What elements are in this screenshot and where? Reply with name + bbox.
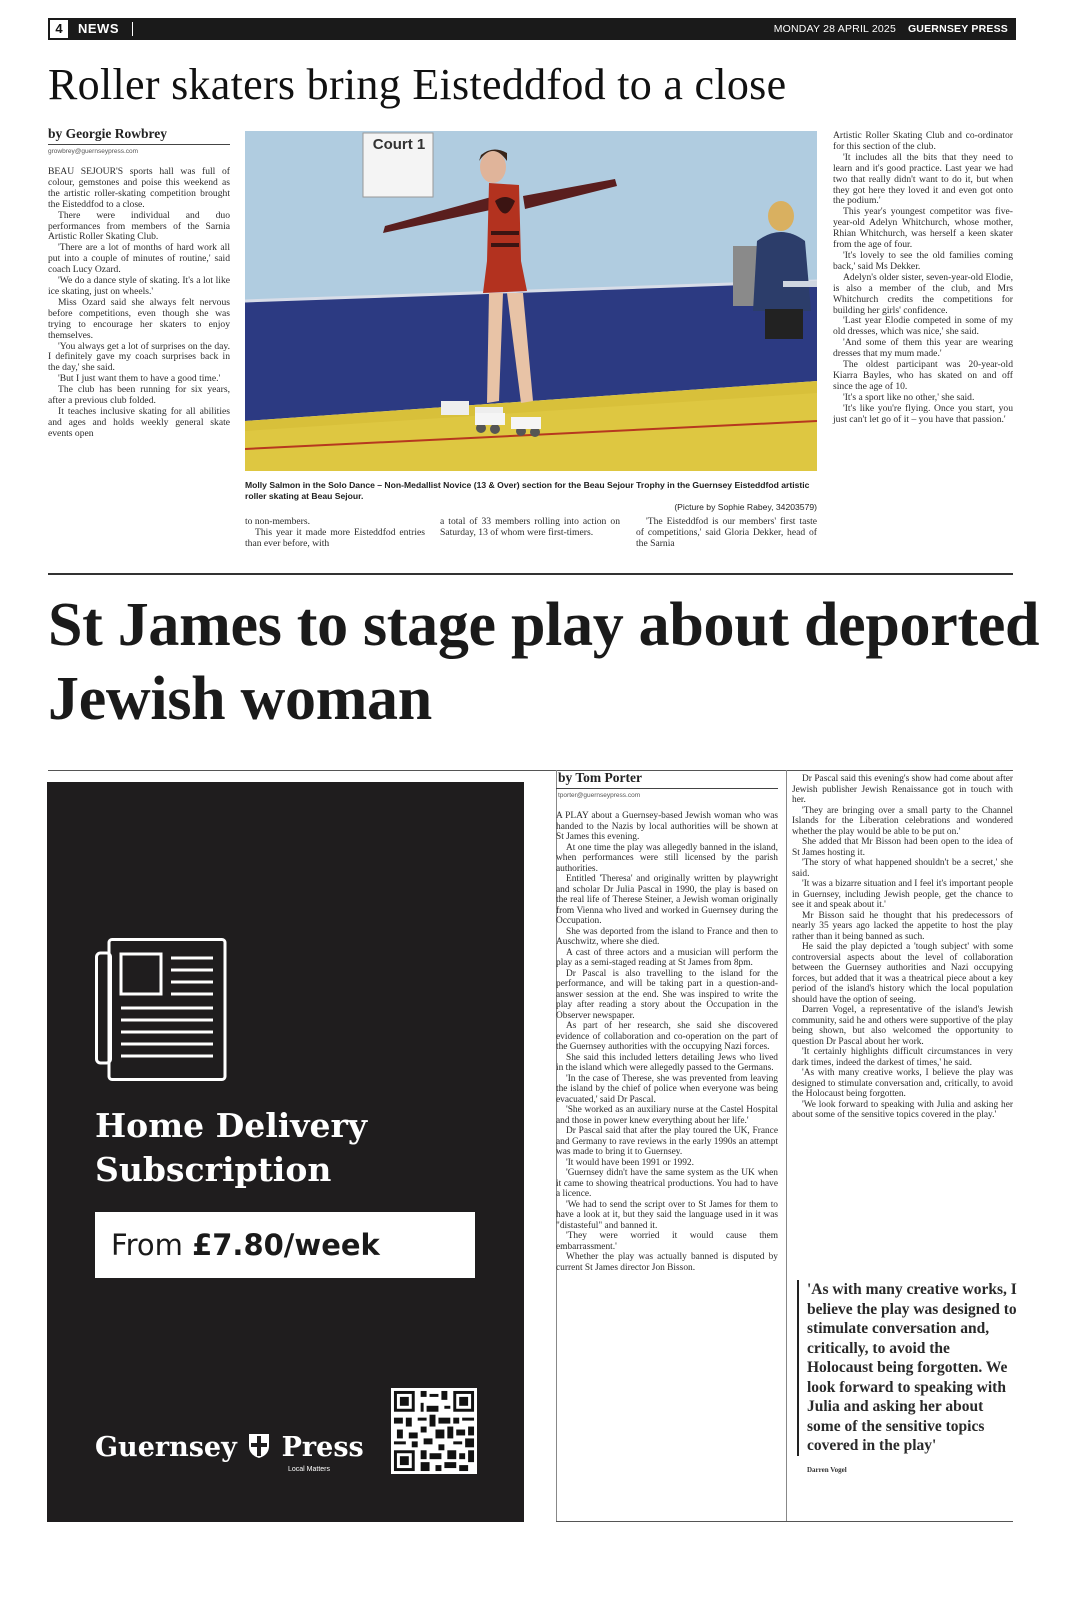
paragraph: 'The Eisteddfod is our members' first taste of competitions,' said Gloria Dekker, head of the Sarnia <box>636 516 817 549</box>
byline-rule <box>48 144 230 145</box>
paragraph: The club has been running for six years, after a previous club folded. <box>48 384 230 407</box>
paragraph: 'And some of them this year are wearing dresses that my mum made.' <box>833 337 1013 360</box>
paragraph: 'The story of what happened shouldn't be a secret,' she said. <box>792 858 1013 879</box>
subscription-ad[interactable] <box>47 782 524 1522</box>
photo-caption <box>245 480 817 513</box>
headline-rule <box>48 770 1013 771</box>
ad-price <box>111 1212 380 1278</box>
paragraph: Dr Pascal is also travelling to the island for the performance, and will be taking part in a question-and-answer session at the end. She was inspired to write the play after reading a story about the Occupation in the Observer newspaper. <box>556 968 778 1021</box>
story1-column-1 <box>48 167 230 440</box>
court-sign: Court 1 <box>372 136 426 153</box>
logo-tagline: Local Matters <box>288 1466 331 1473</box>
skater-photo <box>245 131 817 471</box>
paragraph: Entitled 'Theresa' and originally written by playwright and scholar Dr Julia Pascal in 1990, the play is based on the real life of Therese Steiner, a Jewish woman originally from Vienna who lived and worked in Guernsey during the Occupation. <box>556 874 778 926</box>
photo-credit: (Picture by Sophie Rabey, 34203579) <box>674 502 817 512</box>
story1-column-3 <box>440 517 620 539</box>
paragraph: Adelyn's older sister, seven-year-old Elodie, is also a member of the club, and Mrs Whitchurch credits the competitions for building her girls' confidence. <box>833 271 1013 316</box>
story1-byline: by Georgie Rowbrey <box>48 126 167 141</box>
pull-quote <box>797 1280 1017 1474</box>
paragraph: This year's youngest competitor was five-year-old Adelyn Whitchurch, whose mother, Rhian Whitchurch, was herself a keen skater from the age of four. <box>833 206 1013 251</box>
paragraph: Whether the play was actually banned is disputed by current St James director Jon Bisson. <box>556 1252 778 1273</box>
paragraph: The oldest participant was 20-year-old Kiarra Bayles, who has skated on and off since the age of 10. <box>833 359 1013 392</box>
guernsey-press-logo[interactable] <box>95 1432 364 1463</box>
paragraph: Miss Ozard said she always felt nervous before competitions, even though she was trying to encourage her skaters to enjoy themselves. <box>48 296 230 341</box>
story2-byline-block <box>556 770 778 799</box>
story1-column-2 <box>245 517 425 550</box>
section-label: NEWS <box>78 21 119 36</box>
paragraph: 'But I just want them to have a good time.' <box>58 373 221 385</box>
pull-quote-attribution: Darren Vogel <box>807 1465 847 1474</box>
paragraph: 'There are a lot of months of hard work all put into a couple of minutes of routine,' said coach Lucy Ozard. <box>48 242 230 276</box>
paragraph: BEAU SEJOUR'S sports hall was full of colour, gemstones and poise this weekend as the artistic roller-skating competition brought the Eisteddfod to a close. <box>48 166 230 210</box>
paragraph: A cast of three actors and a musician will perform the play as a semi-staged reading at St James from 8pm. <box>556 947 778 968</box>
paragraph: There were individual and duo performances from members of the Sarnia Artistic Roller Skating Club. <box>48 209 230 243</box>
paragraph: It teaches inclusive skating for all abilities and ages and holds weekly general skate events open <box>48 405 230 439</box>
story1-column-4 <box>636 517 817 550</box>
page-header-bar <box>48 18 1016 40</box>
story-separator <box>48 573 1013 575</box>
skater-photo-illustration <box>245 131 817 471</box>
paragraph: 'It's a sport like no other,' she said. <box>843 391 975 403</box>
paragraph: He said the play depicted a 'tough subject' with some controversial aspects about the level of collaboration between the Guernsey authorities and Nazi occupying forces, but added that it was a theatrical piece about a key period of the island's history which the local population should have the option of seeing. <box>792 942 1013 1005</box>
pull-quote-text: 'As with many creative works, I believe the play was designed to stimulate conversation and, critically, to avoid the Holocaust being forgotten. We look forward to speaking with Julia and asking her about some of the sensitive topics covered in the play' <box>797 1280 1017 1456</box>
paragraph: Dr Pascal said that after the play toured the UK, France and Germany to rave reviews in the early 1990s an attempt was made to bring it to Guernsey. <box>556 1126 778 1157</box>
paragraph: Mr Bisson said he thought that his predecessors of nearly 35 years ago lacked the appetite to host the play rather than it being banned as such. <box>792 910 1013 942</box>
paragraph: This year it made more Eisteddfod entries than ever before, with <box>245 526 425 549</box>
paragraph: Dr Pascal said this evening's show had come about after Jewish publisher Jewish Renaissance got in touch with her. <box>792 774 1013 805</box>
paragraph: to non-members. <box>245 516 311 527</box>
paragraph: 'Last year Elodie competed in some of my old dresses, which was nice,' she said. <box>833 315 1013 338</box>
story2-headline: St James to stage play about deported Jewish woman <box>48 591 1040 733</box>
paragraph: a total of 33 members rolling into action on Saturday, 13 of whom were first-timers. <box>440 516 620 538</box>
qr-code-icon[interactable] <box>391 1388 477 1474</box>
paragraph: She added that Mr Bisson had been open to the idea of St James hosting it. <box>792 837 1013 858</box>
paragraph: 'She worked as an auxiliary nurse at the Castel Hospital and those in power knew everything about her life.' <box>556 1105 778 1126</box>
column-rule-mid <box>786 770 787 1522</box>
publication-name: GUERNSEY PRESS <box>907 23 1008 35</box>
bottom-rule <box>556 1521 1013 1522</box>
paragraph: Darren Vogel, a representative of the island's Jewish community, said he and others were supportive of the play being shown, but also welcomed the opportunity to question Dr Pascal about her work. <box>792 1005 1013 1047</box>
paragraph: At one time the play was allegedly banned in the island, when performances were still licensed by the parish authorities. <box>556 842 778 874</box>
story2-byline: by Tom Porter <box>558 770 642 785</box>
caption-text: Molly Salmon in the Solo Dance – Non-Medallist Novice (13 & Over) section for the Beau Sejour Trophy in the Guernsey Eisteddfod artistic roller skating at Beau Sejour. <box>245 480 810 501</box>
paragraph: 'They were worried it would cause them embarrassment.' <box>556 1231 778 1252</box>
story1-email: growbrey@guernseypress.com <box>48 148 139 155</box>
paragraph: 'Guernsey didn't have the same system as the UK when it came to showing theatrical productions. You had to have a licence. <box>556 1168 778 1199</box>
story2-email: tporter@guernseypress.com <box>558 792 641 799</box>
paragraph: 'In the case of Therese, she was prevented from leaving the island by the chief of police when everyone was being evacuated,' said Dr Pascal. <box>556 1073 778 1105</box>
logo-text-right: Press <box>281 1432 364 1463</box>
crest-icon <box>248 1433 270 1459</box>
story2-column-1 <box>556 811 778 1273</box>
paragraph: 'It's lovely to see the old families coming back,' said Ms Dekker. <box>833 249 1013 272</box>
story2-column-2 <box>792 774 1013 1121</box>
story1-byline-block <box>48 126 230 155</box>
page-number: 4 <box>48 18 70 40</box>
paragraph: 'It includes all the bits that they need to learn and it's good practice. Last year we had two that really didn't want to do it, but when they got here they loved it and even got onto the podium.' <box>833 151 1013 207</box>
ad-price-box[interactable] <box>95 1212 475 1278</box>
ad-price-amount: £7.80/week <box>192 1228 380 1262</box>
paragraph: 'It's like you're flying. Once you start, you just can't let go of it – you have that passion.' <box>833 402 1013 425</box>
byline-rule <box>556 788 778 789</box>
paragraph: 'You always get a lot of surprises on the day. I definitely gave my coach surprises back in the day,' she said. <box>48 340 230 374</box>
paragraph: 'We do a dance style of skating. It's a lot like ice skating, just on wheels.' <box>48 275 230 297</box>
paragraph: 'We had to send the script over to St James for them to have a look at it, but they said the language used in it was "distasteful" and banned it. <box>556 1199 778 1231</box>
paragraph: A PLAY about a Guernsey-based Jewish woman who was handed to the Nazis by local authorities will be shown at St James this evening. <box>556 811 778 842</box>
ad-price-prefix: From <box>111 1228 193 1262</box>
paragraph: 'It would have been 1991 or 1992. <box>566 1157 694 1168</box>
paragraph: 'It was a bizarre situation and I feel it's important people in Guernsey, including Jewish people, get the chance to see it and speak about it.' <box>792 879 1013 910</box>
paragraph: 'It certainly highlights difficult circumstances in very dark times, indeed the darkest of times,' he said. <box>792 1047 1013 1068</box>
paragraph: 'As with many creative works, I believe the play was designed to stimulate conversation and, critically, to avoid the Holocaust being forgotten. <box>792 1068 1013 1099</box>
logo-text-left: Guernsey <box>95 1432 237 1463</box>
issue-date: MONDAY 28 APRIL 2025 <box>773 23 896 35</box>
paragraph: 'They are bringing over a small party to the Channel Islands for the Liberation celebrations and wondered whether the play would be able to be put on.' <box>792 805 1013 837</box>
paragraph: 'We look forward to speaking with Julia and asking her about some of the sensitive topics covered in the play.' <box>792 1099 1013 1120</box>
paragraph: As part of her research, she said she discovered evidence of collaboration and co-operation on the part of the Guernsey authorities with the occupying Nazi forces. <box>556 1021 778 1052</box>
paragraph: Artistic Roller Skating Club and co-ordinator for this section of the club. <box>833 130 1013 152</box>
paragraph: She said this included letters detailing Jews who lived in the island which were allegedly passed to the Germans. <box>556 1052 778 1073</box>
story1-headline: Roller skaters bring Eisteddfod to a close <box>48 60 787 109</box>
story1-column-5 <box>833 131 1013 425</box>
newspaper-icon <box>95 938 227 1083</box>
section-divider <box>132 22 133 36</box>
ad-title: Home Delivery Subscription <box>95 1106 368 1189</box>
paragraph: She was deported from the island to France and then to Auschwitz, where she died. <box>556 926 778 947</box>
